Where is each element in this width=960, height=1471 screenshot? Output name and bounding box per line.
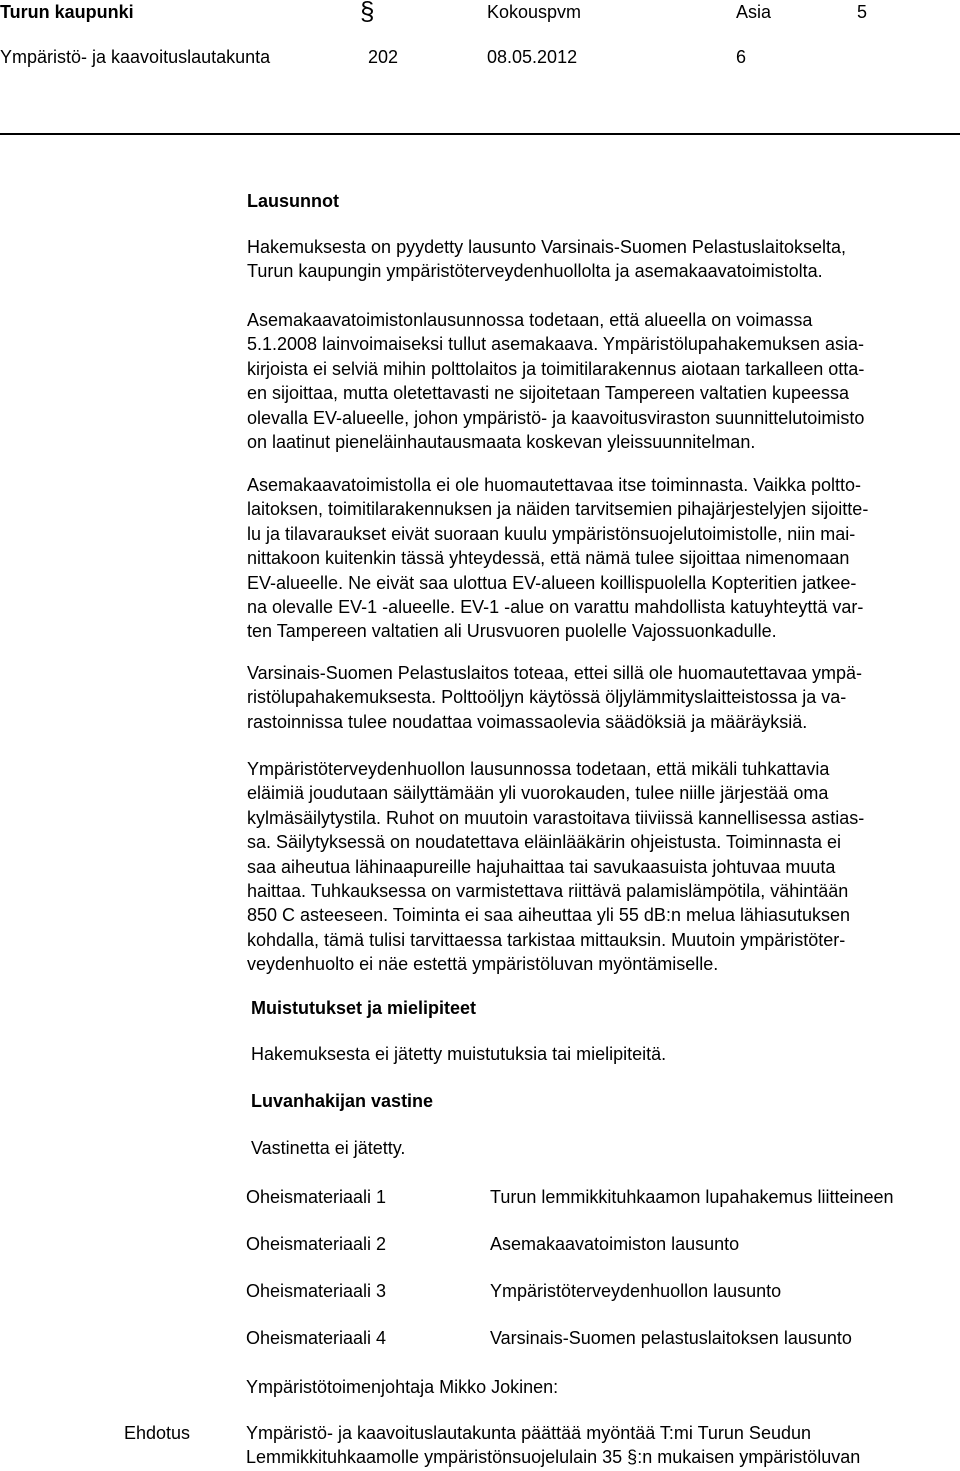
meeting-date: 08.05.2012 bbox=[487, 47, 578, 67]
item-number: 6 bbox=[736, 47, 747, 67]
presenter: Ympäristötoimenjohtaja Mikko Jokinen: bbox=[246, 1377, 559, 1397]
proposal-line: Lemmikkituhkaamolle ympäristönsuojelulain 35 §:n mukaisen ympäristöluvan bbox=[246, 1447, 861, 1467]
proposal-line: Ympäristö- ja kaavoituslautakunta päättää myöntää T:mi Turun Seudun bbox=[246, 1423, 811, 1443]
text-line: Turun kaupungin ympäristöterveydenhuollolta ja asemakaavatoimistolta. bbox=[247, 261, 823, 282]
text-line: ten Tampereen valtatien ali Urusvuoren puolelle Vajossuonkadulle. bbox=[247, 621, 777, 642]
paragraph-asemakaava bbox=[247, 308, 960, 454]
board-name: Ympäristö- ja kaavoituslautakunta bbox=[0, 47, 271, 67]
text-line: na olevalle EV-1 -alueelle. EV-1 -alue on varattu mahdollista katuyhteyttä var- bbox=[247, 597, 864, 618]
text-line: Asemakaavatoimistonlausunnossa todetaan, että alueella on voimassa bbox=[247, 310, 813, 330]
attachment-title: Turun lemmikkituhkaamon lupahakemus liitteineen bbox=[490, 1187, 894, 1207]
header-divider bbox=[0, 133, 960, 135]
text-line: kylmäsäilytystila. Ruhot on muutoin varastoitava tiiviissä kannellisessa astias- bbox=[247, 807, 865, 828]
heading-vastine: Luvanhakijan vastine bbox=[251, 1091, 434, 1111]
text-line: sa. Säilytyksessä on noudatettava eläinlääkärin ohjeistusta. Toiminnasta ei bbox=[247, 832, 842, 853]
text-line: ristölupahakemuksesta. Polttoöljyn käytössä öljylämmityslaitteistossa ja va- bbox=[247, 687, 847, 708]
text-line: Ympäristöterveydenhuollon lausunnossa todetaan, että mikäli tuhkattavia bbox=[247, 759, 830, 779]
attachment-title: Ympäristöterveydenhuollon lausunto bbox=[490, 1281, 782, 1301]
attachment-label: Oheismateriaali 1 bbox=[246, 1187, 387, 1207]
text-line: laitoksen, toimitilarakennuksen ja näiden tarvitsemien pihajärjestelyjen sijoitte- bbox=[247, 499, 869, 520]
text-line: eläimiä joudutaan säilyttämään yli vuorokauden, tulee niille järjestää oma bbox=[247, 783, 829, 804]
text-line: haittaa. Tuhkauksessa on varmistettava riittävä palamislämpötila, vähintään bbox=[247, 881, 849, 902]
heading-lausunnot: Lausunnot bbox=[247, 191, 339, 211]
item-label: Asia bbox=[736, 2, 772, 22]
section-symbol-icon: § bbox=[360, 0, 375, 26]
paragraph-number: 202 bbox=[368, 47, 399, 67]
attachment-title: Asemakaavatoimiston lausunto bbox=[490, 1234, 740, 1254]
paragraph-pelastuslaitos bbox=[247, 661, 960, 734]
text-line: veydenhuolto ei näe estettä ympäristöluvan myöntämiselle. bbox=[247, 954, 719, 975]
text-line: on laatinut pieneläinhautausmaata koskevan yleissuunnitelman. bbox=[247, 432, 756, 453]
text-line: EV-alueelle. Ne eivät saa ulottua EV-alueen koillispuolella Kopteritien jatkee- bbox=[247, 572, 857, 593]
text-line: Hakemuksesta on pyydetty lausunto Varsinais-Suomen Pelastuslaitokselta, bbox=[247, 237, 846, 257]
text-line: nittakoon kuitenkin tässä yhteydessä, että nämä tulee sijoittaa nimenomaan bbox=[247, 548, 850, 569]
proposal-label: Ehdotus bbox=[124, 1423, 191, 1443]
paragraph-intro bbox=[247, 235, 960, 284]
text-line: rastoinnissa tulee noudattaa voimassaolevia säädöksiä ja määräyksiä. bbox=[247, 711, 808, 732]
text-line: kohdalla, tämä tulisi tarvittaessa tarkistaa mittauksin. Muutoin ympäristöter- bbox=[247, 929, 846, 950]
paragraph-huomautus bbox=[247, 473, 960, 644]
text-line: lu ja tilavaraukset eivät suoraan kuulu ympäristönsuojelutoimistolle, niin mai- bbox=[247, 523, 856, 544]
text-line: olevalla EV-alueelle, johon ympäristö- ja kaavoitusviraston suunnittelutoimisto bbox=[247, 407, 865, 428]
muistutukset-text: Hakemuksesta ei jätetty muistutuksia tai mielipiteitä. bbox=[251, 1044, 667, 1064]
header-org: Turun kaupunki bbox=[0, 2, 134, 22]
meeting-date-label: Kokouspvm bbox=[487, 2, 582, 22]
paragraph-terveydenhuolto bbox=[247, 757, 960, 977]
attachment-label: Oheismateriaali 4 bbox=[246, 1328, 387, 1348]
text-line: Varsinais-Suomen Pelastuslaitos toteaa, ettei sillä ole huomautettavaa ympä- bbox=[247, 663, 862, 683]
text-line: 5.1.2008 lainvoimaiseksi tullut asemakaava. Ympäristölupahakemuksen asia- bbox=[247, 334, 865, 355]
text-line: Asemakaavatoimistolla ei ole huomautettavaa itse toiminnasta. Vaikka poltto- bbox=[247, 475, 861, 495]
attachment-label: Oheismateriaali 2 bbox=[246, 1234, 387, 1254]
text-line: en sijoittaa, mutta oletettavasti ne sijoitetaan Tampereen valtatien kupeessa bbox=[247, 383, 850, 404]
text-line: saa aiheutua lähinaapureille hajuhaittaa tai savukaasuista johtuvaa muuta bbox=[247, 856, 836, 877]
page-number: 5 bbox=[857, 2, 868, 22]
attachment-label: Oheismateriaali 3 bbox=[246, 1281, 387, 1301]
text-line: kirjoista ei selviä mihin polttolaitos ja toimitilarakennus aiotaan tarkalleen otta- bbox=[247, 358, 865, 379]
vastine-text: Vastinetta ei jätetty. bbox=[251, 1138, 406, 1158]
attachment-title: Varsinais-Suomen pelastuslaitoksen lausunto bbox=[490, 1328, 852, 1348]
text-line: 850 C asteeseen. Toiminta ei saa aiheuttaa yli 55 dB:n melua lähiasutuksen bbox=[247, 905, 851, 926]
heading-muistutukset: Muistutukset ja mielipiteet bbox=[251, 998, 477, 1018]
